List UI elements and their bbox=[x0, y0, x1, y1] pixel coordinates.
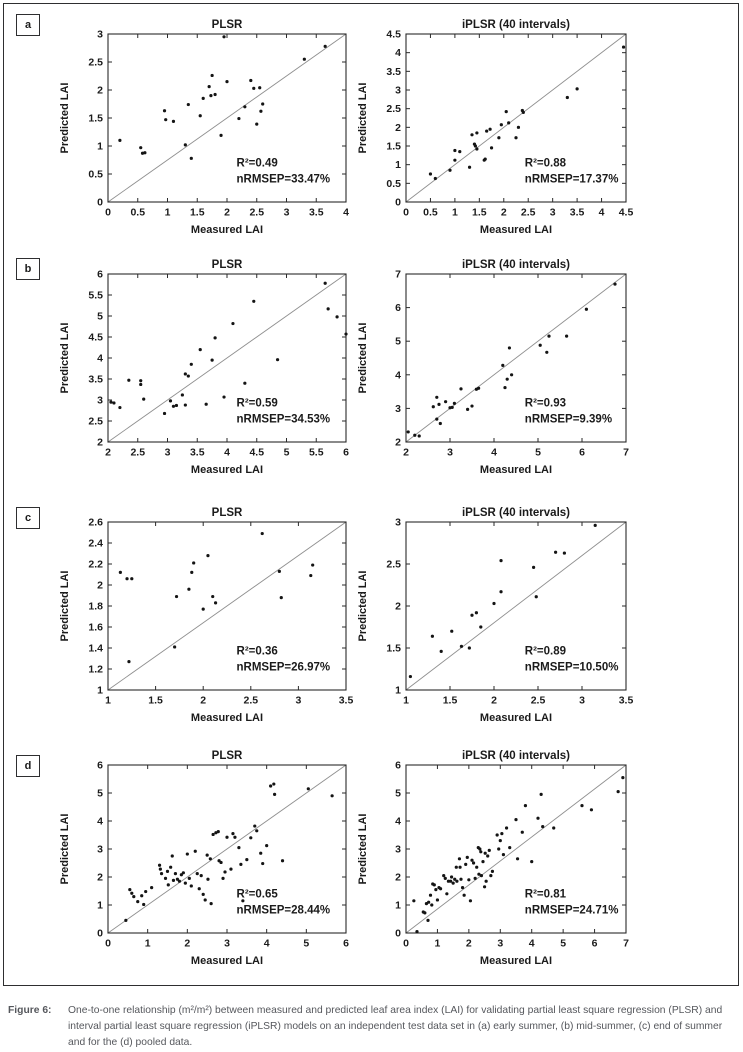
svg-text:Predicted LAI: Predicted LAI bbox=[59, 813, 71, 885]
svg-text:1: 1 bbox=[395, 159, 401, 172]
svg-text:0.5: 0.5 bbox=[88, 168, 103, 181]
panel-label-a: a bbox=[16, 14, 40, 36]
scatter-plot-a-plsr bbox=[56, 16, 356, 240]
svg-text:iPLSR (40 intervals): iPLSR (40 intervals) bbox=[461, 750, 571, 762]
svg-text:0: 0 bbox=[105, 206, 111, 219]
svg-text:3: 3 bbox=[549, 206, 556, 219]
chart-svg bbox=[354, 16, 636, 240]
svg-text:Measured LAI: Measured LAI bbox=[190, 955, 264, 967]
svg-text:4.5: 4.5 bbox=[249, 446, 265, 459]
svg-text:3: 3 bbox=[97, 843, 103, 856]
scatter-plot-b-iplsr bbox=[354, 256, 636, 480]
svg-text:2.5: 2.5 bbox=[243, 694, 259, 707]
svg-text:6: 6 bbox=[343, 446, 349, 459]
svg-text:3: 3 bbox=[447, 446, 453, 459]
svg-text:nRMSEP=10.50%: nRMSEP=10.50% bbox=[524, 661, 619, 674]
svg-text:2.5: 2.5 bbox=[530, 694, 546, 707]
chart-svg bbox=[56, 16, 356, 240]
svg-text:4: 4 bbox=[395, 369, 401, 382]
svg-text:2: 2 bbox=[224, 206, 230, 219]
svg-text:2.5: 2.5 bbox=[386, 103, 401, 116]
svg-text:0.5: 0.5 bbox=[386, 177, 401, 190]
chart-svg bbox=[354, 747, 636, 971]
svg-text:1: 1 bbox=[97, 899, 103, 912]
svg-text:R²=0.88: R²=0.88 bbox=[524, 157, 567, 170]
svg-text:4.5: 4.5 bbox=[88, 331, 103, 344]
svg-text:7: 7 bbox=[623, 937, 629, 950]
svg-text:Predicted LAI: Predicted LAI bbox=[357, 322, 369, 394]
svg-text:4: 4 bbox=[224, 446, 230, 459]
svg-text:6: 6 bbox=[579, 446, 585, 459]
svg-text:2.5: 2.5 bbox=[249, 206, 265, 219]
svg-text:1: 1 bbox=[97, 140, 103, 153]
svg-text:nRMSEP=26.97%: nRMSEP=26.97% bbox=[236, 661, 331, 674]
svg-text:nRMSEP=17.37%: nRMSEP=17.37% bbox=[524, 173, 619, 186]
figure-caption-text: One-to-one relationship (m²/m²) between measured and predicted leaf area index (LAI) for validating partial least square regression (PLSR) and interval partial least square regression (iPLSR) models on an independent test data set in (a) early summer, (b) mid-summer, (c) end of summer and for the (d) pooled data. bbox=[68, 1005, 723, 1048]
svg-text:4: 4 bbox=[343, 206, 349, 219]
svg-text:1.5: 1.5 bbox=[148, 694, 163, 707]
svg-text:3: 3 bbox=[97, 28, 103, 41]
svg-text:0: 0 bbox=[403, 206, 409, 219]
svg-text:nRMSEP=28.44%: nRMSEP=28.44% bbox=[236, 904, 331, 917]
svg-text:Predicted LAI: Predicted LAI bbox=[357, 82, 369, 154]
scatter-plot-c-plsr bbox=[56, 504, 356, 728]
svg-text:1.5: 1.5 bbox=[472, 206, 487, 219]
svg-text:5: 5 bbox=[283, 446, 290, 459]
svg-text:2: 2 bbox=[97, 871, 103, 884]
svg-text:2.4: 2.4 bbox=[88, 537, 103, 550]
svg-text:1: 1 bbox=[164, 206, 171, 219]
svg-text:Predicted LAI: Predicted LAI bbox=[59, 322, 71, 394]
svg-text:PLSR: PLSR bbox=[211, 750, 243, 762]
svg-text:1: 1 bbox=[144, 937, 151, 950]
chart-svg bbox=[354, 504, 636, 728]
svg-text:5: 5 bbox=[97, 310, 103, 323]
svg-text:PLSR: PLSR bbox=[211, 507, 243, 519]
svg-text:4: 4 bbox=[598, 206, 605, 219]
svg-text:iPLSR (40 intervals): iPLSR (40 intervals) bbox=[461, 259, 571, 271]
svg-text:4.5: 4.5 bbox=[386, 28, 401, 41]
svg-text:R²=0.36: R²=0.36 bbox=[236, 645, 278, 658]
svg-text:Measured LAI: Measured LAI bbox=[479, 464, 553, 476]
svg-text:4: 4 bbox=[97, 815, 103, 828]
svg-text:3.5: 3.5 bbox=[189, 446, 205, 459]
svg-text:2.5: 2.5 bbox=[88, 415, 103, 428]
svg-text:2: 2 bbox=[97, 579, 103, 592]
svg-text:0: 0 bbox=[395, 196, 401, 209]
svg-text:1.5: 1.5 bbox=[442, 694, 458, 707]
svg-text:3.5: 3.5 bbox=[386, 65, 401, 78]
svg-text:5: 5 bbox=[395, 335, 401, 348]
svg-text:6: 6 bbox=[97, 268, 103, 281]
svg-text:5: 5 bbox=[560, 937, 567, 950]
svg-text:5: 5 bbox=[395, 787, 401, 800]
chart-svg bbox=[354, 256, 636, 480]
svg-text:3.5: 3.5 bbox=[618, 694, 634, 707]
svg-text:4: 4 bbox=[491, 446, 497, 459]
svg-text:6: 6 bbox=[395, 302, 401, 315]
svg-text:5.5: 5.5 bbox=[308, 446, 324, 459]
svg-text:Predicted LAI: Predicted LAI bbox=[59, 82, 71, 154]
scatter-plot-c-iplsr bbox=[354, 504, 636, 728]
svg-text:1: 1 bbox=[395, 899, 401, 912]
svg-text:nRMSEP=33.47%: nRMSEP=33.47% bbox=[236, 173, 331, 186]
scatter-plot-d-plsr bbox=[56, 747, 356, 971]
svg-text:2.6: 2.6 bbox=[88, 516, 103, 529]
svg-text:4: 4 bbox=[97, 352, 103, 365]
svg-text:1.5: 1.5 bbox=[88, 112, 103, 125]
svg-text:Measured LAI: Measured LAI bbox=[190, 712, 264, 724]
svg-text:1.2: 1.2 bbox=[88, 663, 103, 676]
svg-text:0: 0 bbox=[97, 196, 103, 209]
svg-text:6: 6 bbox=[343, 937, 349, 950]
svg-text:3.5: 3.5 bbox=[88, 373, 103, 386]
svg-text:0: 0 bbox=[105, 937, 111, 950]
svg-text:0.5: 0.5 bbox=[130, 206, 146, 219]
svg-text:2: 2 bbox=[491, 694, 497, 707]
svg-text:3: 3 bbox=[395, 84, 401, 97]
svg-text:PLSR: PLSR bbox=[211, 259, 243, 271]
svg-text:1.4: 1.4 bbox=[88, 642, 103, 655]
svg-text:R²=0.59: R²=0.59 bbox=[236, 397, 278, 410]
svg-text:3: 3 bbox=[224, 937, 230, 950]
svg-text:2: 2 bbox=[395, 436, 401, 449]
svg-text:4: 4 bbox=[395, 47, 401, 60]
svg-text:2: 2 bbox=[403, 446, 409, 459]
svg-text:2: 2 bbox=[105, 446, 111, 459]
svg-text:4: 4 bbox=[395, 815, 401, 828]
svg-text:PLSR: PLSR bbox=[211, 19, 243, 31]
svg-text:3: 3 bbox=[395, 516, 401, 529]
svg-text:0: 0 bbox=[395, 927, 401, 940]
panel-label-c: c bbox=[16, 507, 40, 529]
svg-text:3: 3 bbox=[295, 694, 302, 707]
svg-text:2: 2 bbox=[465, 937, 472, 950]
svg-text:1: 1 bbox=[403, 694, 409, 707]
svg-text:4: 4 bbox=[528, 937, 535, 950]
svg-text:0: 0 bbox=[403, 937, 409, 950]
svg-text:2: 2 bbox=[200, 694, 207, 707]
svg-text:R²=0.49: R²=0.49 bbox=[236, 157, 278, 170]
svg-text:iPLSR (40 intervals): iPLSR (40 intervals) bbox=[461, 19, 571, 31]
svg-text:Predicted LAI: Predicted LAI bbox=[357, 570, 369, 642]
svg-text:3: 3 bbox=[497, 937, 504, 950]
svg-text:Measured LAI: Measured LAI bbox=[190, 464, 264, 476]
svg-text:R²=0.81: R²=0.81 bbox=[524, 888, 567, 901]
svg-text:2: 2 bbox=[500, 206, 507, 219]
svg-text:2: 2 bbox=[184, 937, 191, 950]
svg-text:2: 2 bbox=[395, 871, 401, 884]
svg-text:2: 2 bbox=[395, 600, 401, 613]
svg-text:0: 0 bbox=[97, 927, 103, 940]
svg-text:Measured LAI: Measured LAI bbox=[479, 955, 553, 967]
svg-text:5: 5 bbox=[303, 937, 310, 950]
svg-text:3.5: 3.5 bbox=[338, 694, 354, 707]
svg-text:R²=0.93: R²=0.93 bbox=[524, 397, 567, 410]
svg-text:1: 1 bbox=[105, 694, 111, 707]
svg-text:R²=0.65: R²=0.65 bbox=[236, 888, 278, 901]
figure-caption-label: Figure 6: bbox=[8, 1005, 52, 1016]
svg-text:1: 1 bbox=[451, 206, 458, 219]
svg-text:7: 7 bbox=[395, 268, 401, 281]
svg-text:6: 6 bbox=[591, 937, 598, 950]
svg-text:nRMSEP=24.71%: nRMSEP=24.71% bbox=[524, 904, 619, 917]
svg-text:6: 6 bbox=[395, 759, 401, 772]
svg-text:3: 3 bbox=[395, 402, 401, 415]
svg-text:1: 1 bbox=[434, 937, 441, 950]
svg-text:Measured LAI: Measured LAI bbox=[479, 224, 553, 236]
svg-text:1.5: 1.5 bbox=[386, 642, 401, 655]
panel-label-d: d bbox=[16, 755, 40, 777]
svg-text:5: 5 bbox=[97, 787, 103, 800]
svg-text:iPLSR (40 intervals): iPLSR (40 intervals) bbox=[461, 507, 571, 519]
chart-svg bbox=[56, 256, 356, 480]
svg-text:2.5: 2.5 bbox=[130, 446, 146, 459]
scatter-plot-b-plsr bbox=[56, 256, 356, 480]
svg-text:1: 1 bbox=[97, 684, 103, 697]
figure-caption bbox=[8, 1003, 735, 1051]
svg-text:0.5: 0.5 bbox=[423, 206, 438, 219]
svg-text:3.5: 3.5 bbox=[308, 206, 324, 219]
svg-text:7: 7 bbox=[623, 446, 629, 459]
svg-text:nRMSEP=34.53%: nRMSEP=34.53% bbox=[236, 413, 331, 426]
svg-text:6: 6 bbox=[97, 759, 103, 772]
svg-text:2.5: 2.5 bbox=[520, 206, 536, 219]
svg-text:2: 2 bbox=[97, 84, 103, 97]
svg-text:4: 4 bbox=[263, 937, 270, 950]
svg-text:Measured LAI: Measured LAI bbox=[190, 224, 264, 236]
scatter-plot-a-iplsr bbox=[354, 16, 636, 240]
svg-text:2.5: 2.5 bbox=[88, 56, 103, 69]
scatter-plot-d-iplsr bbox=[354, 747, 636, 971]
panel-label-b: b bbox=[16, 258, 40, 280]
svg-text:2.5: 2.5 bbox=[386, 558, 401, 571]
svg-text:2: 2 bbox=[395, 121, 401, 134]
svg-text:Predicted LAI: Predicted LAI bbox=[59, 570, 71, 642]
svg-text:3: 3 bbox=[164, 446, 171, 459]
svg-text:Predicted LAI: Predicted LAI bbox=[357, 813, 369, 885]
svg-text:1.5: 1.5 bbox=[386, 140, 401, 153]
svg-text:3: 3 bbox=[579, 694, 585, 707]
chart-svg bbox=[56, 504, 356, 728]
svg-text:R²=0.89: R²=0.89 bbox=[524, 645, 567, 658]
svg-text:5: 5 bbox=[535, 446, 541, 459]
svg-text:1: 1 bbox=[395, 684, 401, 697]
svg-text:Measured LAI: Measured LAI bbox=[479, 712, 553, 724]
svg-text:3: 3 bbox=[395, 843, 401, 856]
svg-text:1.5: 1.5 bbox=[189, 206, 205, 219]
svg-text:3.5: 3.5 bbox=[569, 206, 585, 219]
svg-text:2: 2 bbox=[97, 436, 103, 449]
svg-text:3: 3 bbox=[97, 394, 103, 407]
svg-text:1.8: 1.8 bbox=[88, 600, 103, 613]
svg-text:4.5: 4.5 bbox=[618, 206, 634, 219]
svg-text:5.5: 5.5 bbox=[88, 289, 103, 302]
chart-svg bbox=[56, 747, 356, 971]
svg-text:1.6: 1.6 bbox=[88, 621, 103, 634]
svg-text:2.2: 2.2 bbox=[88, 558, 103, 571]
svg-text:nRMSEP=9.39%: nRMSEP=9.39% bbox=[524, 413, 613, 426]
svg-text:3: 3 bbox=[283, 206, 290, 219]
